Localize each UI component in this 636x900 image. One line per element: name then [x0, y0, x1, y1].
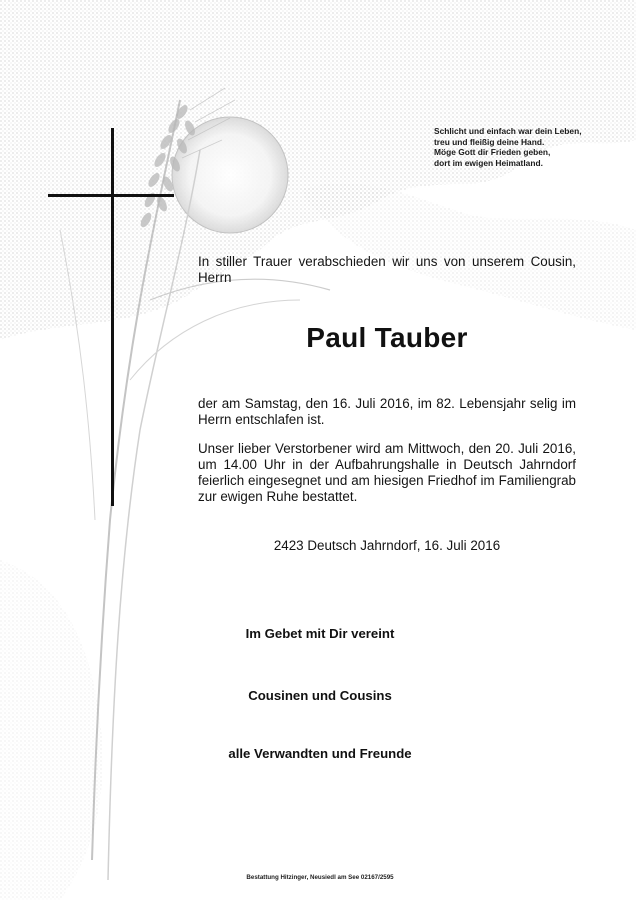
- closing-relatives-line: alle Verwandten und Freunde: [228, 746, 412, 761]
- funeral-home-footer: Bestattung Hitzinger, Neusiedl am See 02167/2595: [246, 874, 394, 881]
- verse-line: dort im ewigen Heimatland.: [434, 157, 543, 168]
- death-notice: der am Samstag, den 16. Juli 2016, im 82. Lebensjahr selig im Herrn entschlafen ist.: [198, 396, 576, 427]
- closing-cousins-line: Cousinen und Cousins: [248, 688, 392, 703]
- intro-text: In stiller Trauer verabschieden wir uns von unserem Cousin, Herrn: [198, 254, 576, 285]
- verse-line: treu und fleißig deine Hand.: [434, 136, 545, 147]
- cross-vertical-bar: [111, 128, 114, 506]
- cross-horizontal-bar: [48, 194, 174, 197]
- verse-line: Schlicht und einfach war dein Leben,: [434, 126, 582, 136]
- place-date: 2423 Deutsch Jahrndorf, 16. Juli 2016: [273, 538, 501, 553]
- funeral-notice: Unser lieber Verstorbener wird am Mittwoch, den 20. Juli 2016, um 14.00 Uhr in der Aufbahrungshalle in Deutsch Jahrndorf feierlich eingesegnet und am hiesigen Friedhof im Familiengrab zur ewigen Ruhe bestattet.: [198, 441, 576, 504]
- memorial-verse: [434, 126, 604, 168]
- closing-prayer-line: Im Gebet mit Dir vereint: [245, 626, 395, 641]
- verse-line: Möge Gott dir Frieden geben,: [434, 147, 551, 158]
- deceased-name: Paul Tauber: [306, 322, 468, 353]
